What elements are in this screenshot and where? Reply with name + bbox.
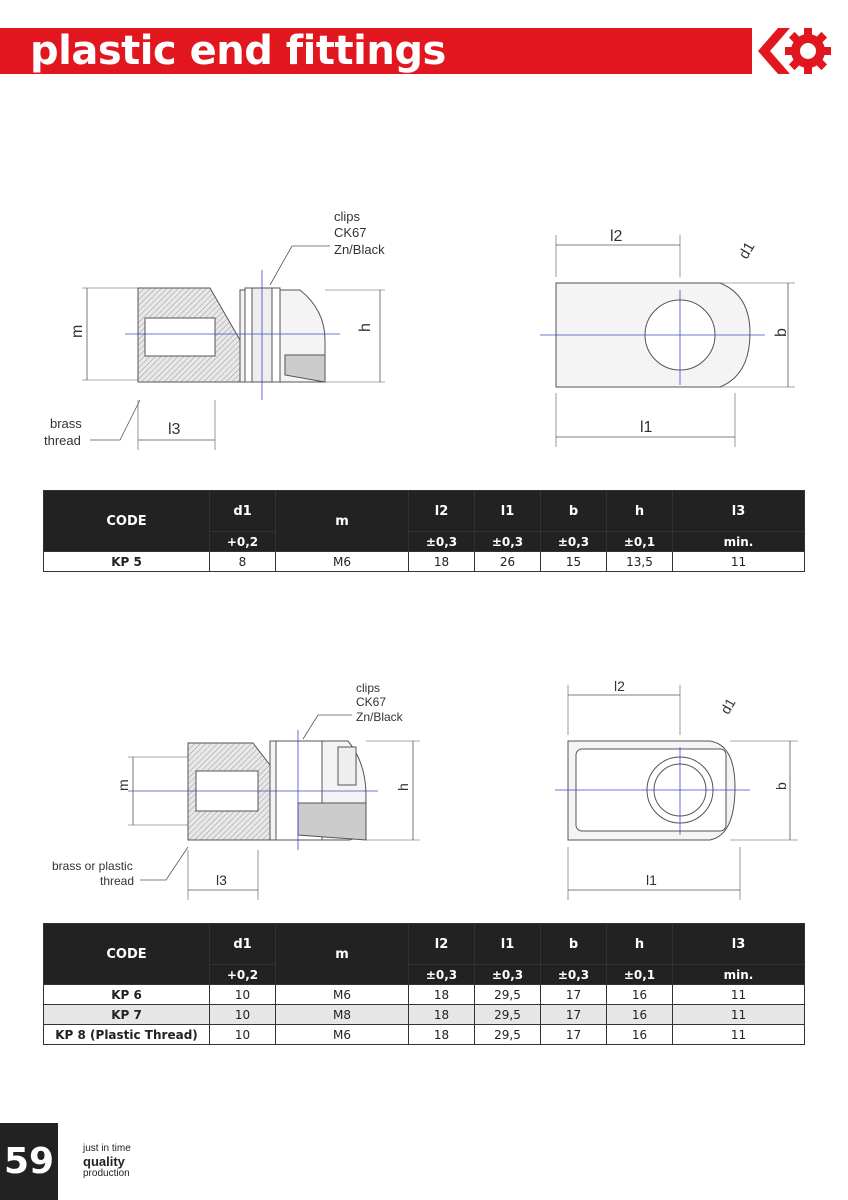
cell-code: KP 5 (44, 552, 210, 572)
col-l2: l2 (409, 491, 475, 532)
tol-l1: ±0,3 (475, 965, 541, 985)
gear-logo-icon (756, 24, 836, 78)
dim-l2-label: l2 (610, 228, 623, 245)
cell-l1: 29,5 (475, 985, 541, 1005)
tol-l1: ±0,3 (475, 532, 541, 552)
dim-m-label-2: m (115, 779, 131, 791)
cell-d1: 10 (210, 1025, 276, 1045)
cell-b: 15 (541, 552, 607, 572)
cell-b: 17 (541, 1005, 607, 1025)
col-code: CODE (44, 491, 210, 552)
col-l2: l2 (409, 924, 475, 965)
tol-l2: ±0,3 (409, 532, 475, 552)
spec-table-kp5 (43, 490, 805, 572)
clips-label-3: Zn/Black (334, 242, 385, 257)
cell-l3: 11 (673, 552, 805, 572)
cell-m: M6 (276, 1025, 409, 1045)
cell-l1: 29,5 (475, 1025, 541, 1045)
dim-b-label: b (773, 328, 790, 337)
tol-h: ±0,1 (607, 532, 673, 552)
cell-l3: 11 (673, 1005, 805, 1025)
dim-l1-label: l1 (640, 419, 653, 436)
cell-h: 16 (607, 985, 673, 1005)
col-m: m (276, 924, 409, 985)
dim-l1-label-2: l1 (646, 872, 657, 888)
tol-d1: +0,2 (210, 532, 276, 552)
brass-label-1: brass (50, 416, 82, 431)
table-row (44, 552, 805, 572)
clips-label-2-2: CK67 (356, 695, 387, 709)
cell-m: M6 (276, 985, 409, 1005)
kp6-side-drawing (48, 675, 448, 905)
cell-l2: 18 (409, 1025, 475, 1045)
col-l3: l3 (673, 491, 805, 532)
col-h: h (607, 924, 673, 965)
col-d1: d1 (210, 924, 276, 965)
kp5-side-drawing (40, 200, 440, 460)
col-d1: d1 (210, 491, 276, 532)
dim-m-label: m (69, 324, 86, 338)
cell-d1: 8 (210, 552, 276, 572)
brass-label-2: thread (44, 433, 81, 448)
table-row (44, 985, 805, 1005)
spec-table-kp6-8 (43, 923, 805, 1045)
col-l1: l1 (475, 924, 541, 965)
cell-code: KP 6 (44, 985, 210, 1005)
tol-l2: ±0,3 (409, 965, 475, 985)
tol-b: ±0,3 (541, 532, 607, 552)
cell-l2: 18 (409, 1005, 475, 1025)
kp6-top-drawing (550, 675, 810, 905)
dim-l3-label-2: l3 (216, 872, 227, 888)
cell-b: 17 (541, 985, 607, 1005)
cell-l3: 11 (673, 1025, 805, 1045)
cell-b: 17 (541, 1025, 607, 1045)
cell-m: M8 (276, 1005, 409, 1025)
table-row (44, 1005, 805, 1025)
cell-h: 16 (607, 1025, 673, 1045)
cell-l3: 11 (673, 985, 805, 1005)
dim-l2-label-2: l2 (614, 678, 625, 694)
cell-h: 16 (607, 1005, 673, 1025)
tol-l3: min. (673, 965, 805, 985)
page-title: plastic end fittings (30, 28, 446, 74)
dim-l3-label: l3 (168, 421, 181, 438)
cell-h: 13,5 (607, 552, 673, 572)
cell-l2: 18 (409, 552, 475, 572)
dim-h-label-2: h (395, 783, 411, 791)
cell-code: KP 8 (Plastic Thread) (44, 1025, 210, 1045)
tagline-line-2: quality (83, 1154, 125, 1169)
cell-d1: 10 (210, 1005, 276, 1025)
dim-d1-label: d1 (735, 239, 759, 263)
dim-d1-label-2: d1 (716, 695, 739, 717)
kp5-top-drawing (540, 215, 800, 460)
dim-h-label: h (357, 323, 374, 332)
col-l3: l3 (673, 924, 805, 965)
tagline-line-3: production (83, 1168, 130, 1179)
table-row (44, 1025, 805, 1045)
cell-l2: 18 (409, 985, 475, 1005)
page-number: 59 (3, 1141, 55, 1182)
clips-label-1: clips (334, 209, 361, 224)
clips-label-2-1: clips (356, 681, 381, 695)
col-code: CODE (44, 924, 210, 985)
col-l1: l1 (475, 491, 541, 532)
tol-l3: min. (673, 532, 805, 552)
tol-b: ±0,3 (541, 965, 607, 985)
clips-label-2-3: Zn/Black (356, 710, 403, 724)
cell-d1: 10 (210, 985, 276, 1005)
brass-label-2-2: thread (100, 874, 135, 888)
col-m: m (276, 491, 409, 552)
col-h: h (607, 491, 673, 532)
tagline-line-1: just in time (83, 1143, 131, 1154)
dim-b-label-2: b (773, 782, 789, 790)
tol-d1: +0,2 (210, 965, 276, 985)
col-b: b (541, 924, 607, 965)
col-b: b (541, 491, 607, 532)
cell-l1: 26 (475, 552, 541, 572)
tol-h: ±0,1 (607, 965, 673, 985)
brass-label-2-1: brass or plastic (52, 859, 133, 873)
cell-m: M6 (276, 552, 409, 572)
clips-label-2: CK67 (334, 225, 367, 240)
cell-l1: 29,5 (475, 1005, 541, 1025)
cell-code: KP 7 (44, 1005, 210, 1025)
